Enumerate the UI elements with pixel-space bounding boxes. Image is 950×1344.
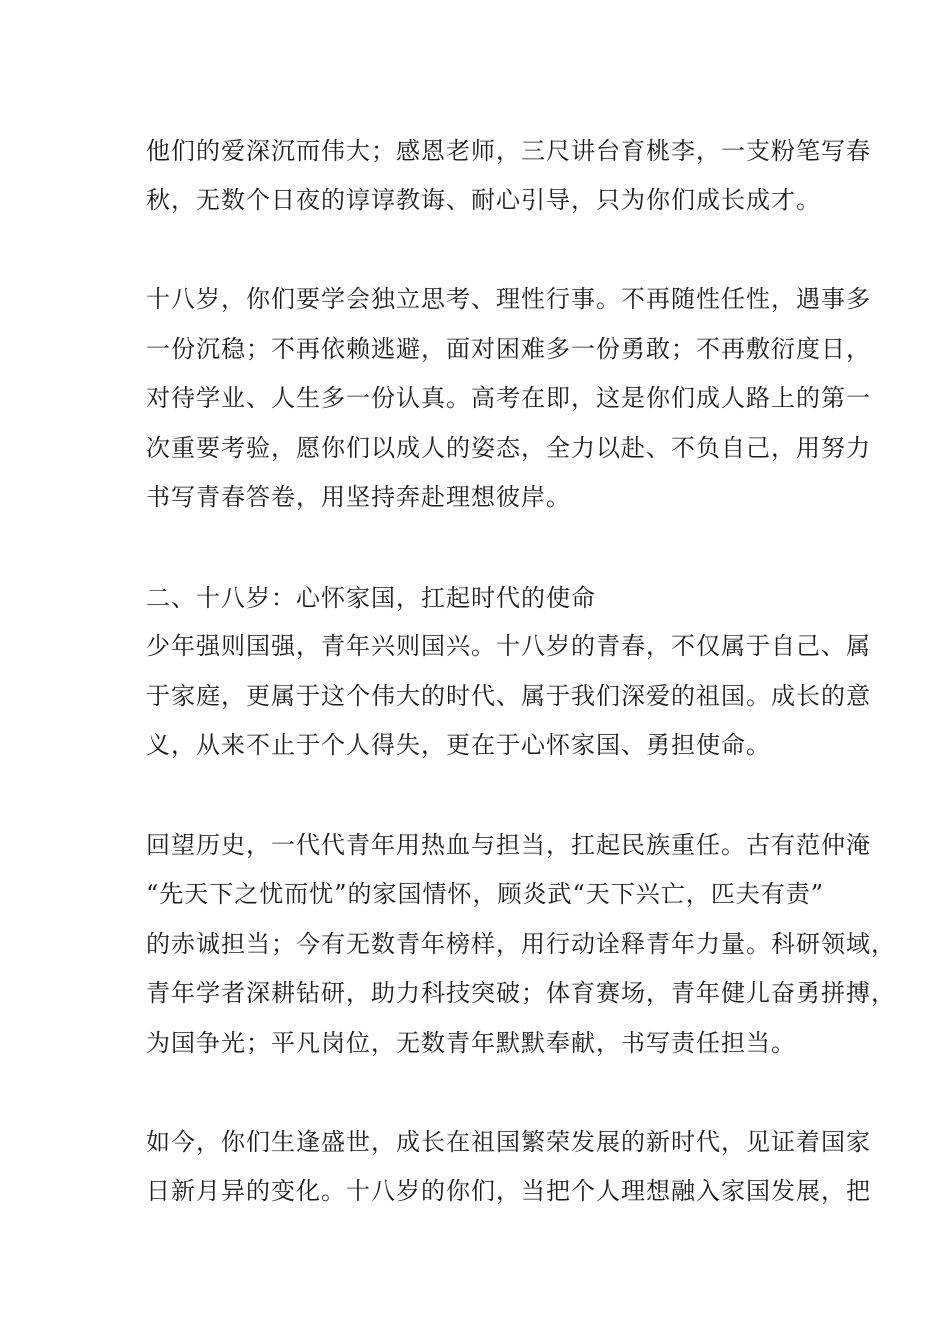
text-line: 少年强则国强，青年兴则国兴。十八岁的青春，不仅属于自己、属: [146, 632, 871, 660]
text-line: 的赤诚担当；今有无数青年榜样，用行动诠释青年力量。科研领域，: [146, 930, 896, 958]
text-line: 于家庭，更属于这个伟大的时代、属于我们深爱的祖国。成长的意: [146, 682, 871, 710]
text-line: 义，从来不止于个人得失，更在于心怀家国、勇担使命。: [146, 731, 771, 759]
text-line: 为国争光；平凡岗位，无数青年默默奉献，书写责任担当。: [146, 1029, 796, 1057]
text-line: 青年学者深耕钻研，助力科技突破；体育赛场，青年健儿奋勇拼搏，: [146, 979, 896, 1007]
section-heading: 二、十八岁：心怀家国，扛起时代的使命: [146, 584, 596, 612]
text-line: 十八岁，你们要学会独立思考、理性行事。不再随性任性，遇事多: [146, 285, 871, 313]
text-line: 次重要考验，愿你们以成人的姿态，全力以赴、不负自己，用努力: [146, 434, 871, 462]
text-line: 书写青春答卷，用坚持奔赴理想彼岸。: [146, 483, 571, 511]
text-line: 他们的爱深沉而伟大；感恩老师，三尺讲台育桃李，一支粉笔写春: [146, 137, 871, 165]
text-line: 一份沉稳；不再依赖逃避，面对困难多一份勇敢；不再敷衍度日，: [146, 335, 871, 363]
text-line: 如今，你们生逢盛世，成长在祖国繁荣发展的新时代，见证着国家: [146, 1128, 871, 1156]
text-line: “先天下之忧而忧”的家国情怀，顾炎武“天下兴亡，匹夫有责”: [146, 880, 825, 908]
text-line: 对待学业、人生多一份认真。高考在即，这是你们成人路上的第一: [146, 384, 871, 412]
text-line: 秋，无数个日夜的谆谆教诲、耐心引导，只为你们成长成才。: [146, 186, 821, 214]
text-line: 日新月异的变化。十八岁的你们，当把个人理想融入家国发展，把: [146, 1177, 871, 1205]
text-line: 回望历史，一代代青年用热血与担当，扛起民族重任。古有范仲淹: [146, 831, 871, 859]
